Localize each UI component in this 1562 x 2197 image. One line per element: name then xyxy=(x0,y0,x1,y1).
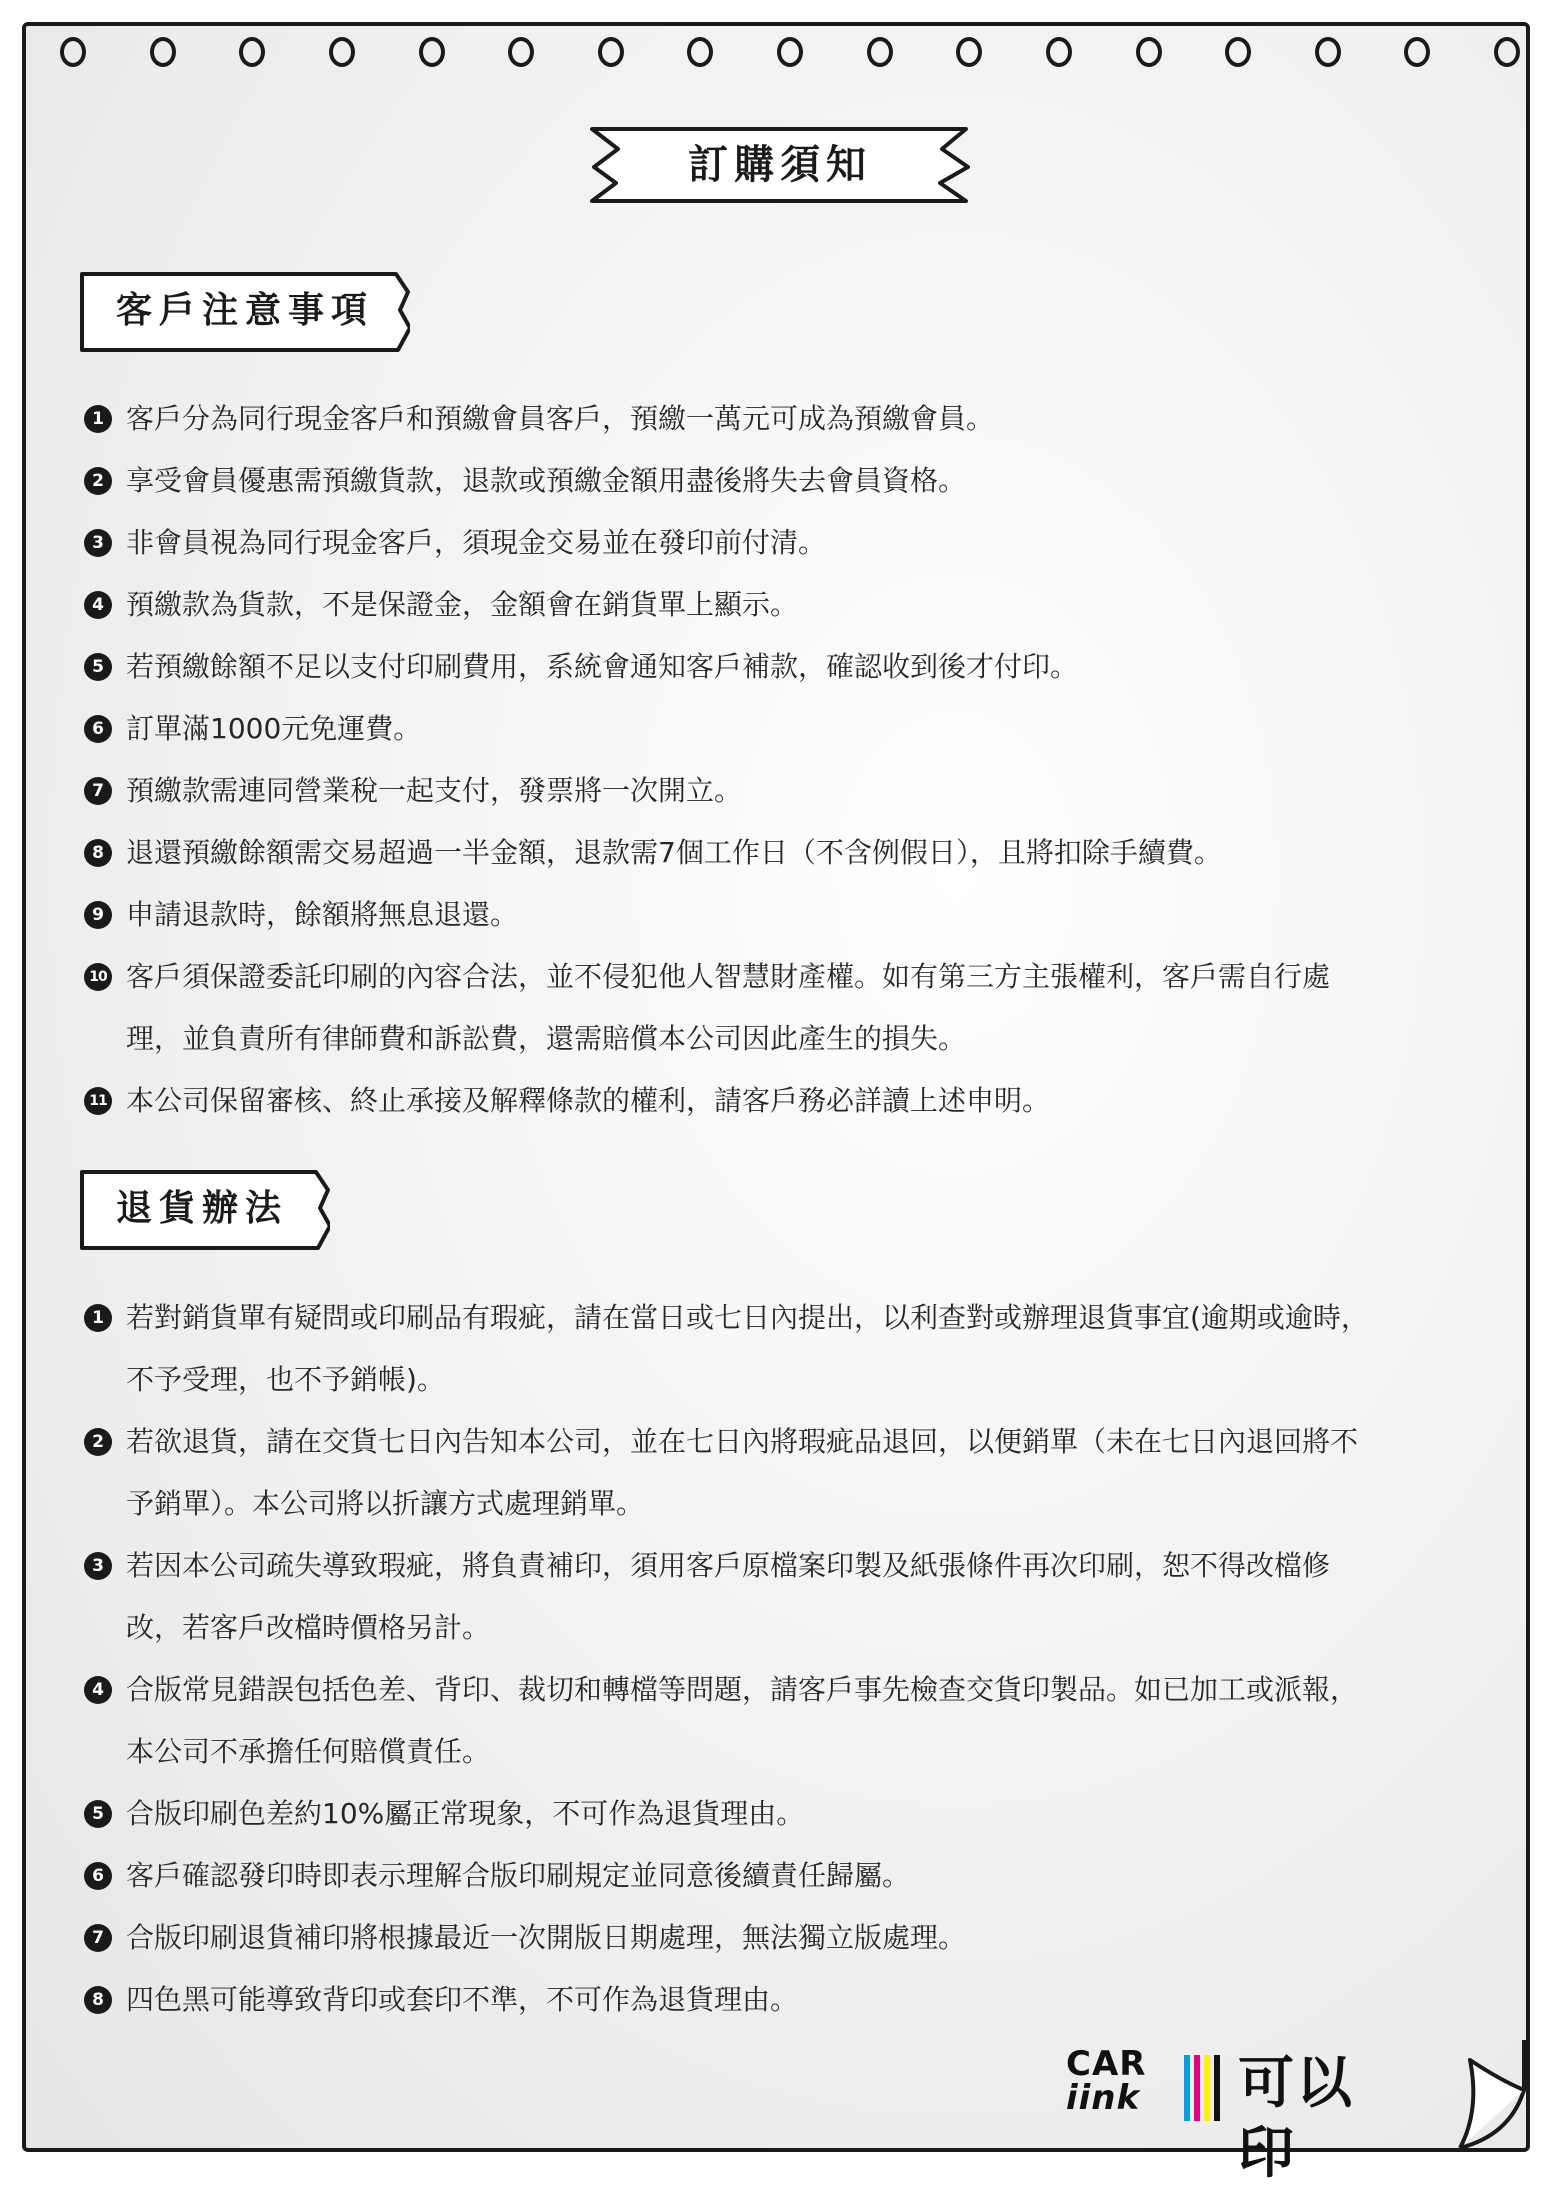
binder-hole xyxy=(329,37,355,67)
page-title-banner xyxy=(590,125,970,205)
binder-hole xyxy=(867,37,893,67)
item-number-badge: 6 xyxy=(84,1862,112,1890)
item-text-line: 訂單滿1000元免運費。 xyxy=(126,712,422,745)
item-text-line: 本公司不承擔任何賠償責任。 xyxy=(126,1735,491,1768)
binder-hole xyxy=(239,37,265,67)
item-text-line: 若對銷貨單有疑問或印刷品有瑕疵，請在當日或七日內提出，以利查對或辦理退貨事宜(逾期或逾時， xyxy=(126,1301,1369,1334)
returns-policy-list xyxy=(84,1287,1484,2031)
item-text-line: 申請退款時，餘額將無息退還。 xyxy=(126,898,519,931)
binder-hole xyxy=(1046,37,1072,67)
logo-wordmark xyxy=(1066,2044,1147,2118)
item-text-line: 予銷單）。本公司將以折讓方式處理銷單。 xyxy=(126,1487,645,1520)
binder-hole xyxy=(1494,37,1520,67)
item-text-line: 非會員視為同行現金客戶，須現金交易並在發印前付清。 xyxy=(126,526,827,559)
list-item xyxy=(84,1287,1484,1411)
page-curl-corner xyxy=(1420,2040,1530,2150)
list-item xyxy=(84,1070,1484,1132)
list-item xyxy=(84,884,1484,946)
item-number-badge: 11 xyxy=(84,1087,112,1115)
item-number-badge: 2 xyxy=(84,467,112,495)
binder-hole xyxy=(1225,37,1251,67)
item-number-badge: 3 xyxy=(84,1552,112,1580)
list-item xyxy=(84,450,1484,512)
item-text-line: 若欲退貨，請在交貨七日內告知本公司，並在七日內將瑕疵品退回，以便銷單（未在七日內退回將不 xyxy=(126,1425,1359,1458)
logo-wordmark-bottom: iink xyxy=(1066,2078,1141,2118)
binder-hole xyxy=(598,37,624,67)
binder-hole xyxy=(60,37,86,67)
list-item xyxy=(84,698,1484,760)
item-text-line: 若因本公司疏失導致瑕疵，將負責補印，須用客戶原檔案印製及紙張條件再次印刷，恕不得改檔修 xyxy=(126,1549,1331,1582)
list-item xyxy=(84,574,1484,636)
logo-color-bar xyxy=(1214,2055,1220,2121)
list-item xyxy=(84,1659,1484,1783)
item-number-badge: 1 xyxy=(84,1304,112,1332)
list-item xyxy=(84,822,1484,884)
customer-notes-list xyxy=(84,388,1484,1132)
item-number-badge: 4 xyxy=(84,1676,112,1704)
binder-hole xyxy=(777,37,803,67)
item-text-line: 不予受理，也不予銷帳)。 xyxy=(126,1363,445,1396)
item-text-line: 預繳款為貨款，不是保證金，金額會在銷貨單上顯示。 xyxy=(126,588,799,621)
item-number-badge: 1 xyxy=(84,405,112,433)
item-text-line: 若預繳餘額不足以支付印刷費用，系統會通知客戶補款，確認收到後才付印。 xyxy=(126,650,1079,683)
binder-hole xyxy=(956,37,982,67)
binder-hole xyxy=(1315,37,1341,67)
item-text-line: 退還預繳餘額需交易超過一半金額，退款需7個工作日（不含例假日），且將扣除手續費。 xyxy=(126,836,1222,869)
item-number-badge: 7 xyxy=(84,1924,112,1952)
page-title: 訂購須知 xyxy=(688,142,872,188)
section-heading-returns xyxy=(80,1168,330,1250)
item-text-line: 合版常見錯誤包括色差、背印、裁切和轉檔等問題，請客戶事先檢查交貨印製品。如已加工或派報， xyxy=(126,1673,1359,1706)
item-text-line: 客戶須保證委託印刷的內容合法，並不侵犯他人智慧財產權。如有第三方主張權利，客戶需自行處 xyxy=(126,960,1331,993)
binder-hole xyxy=(419,37,445,67)
logo-color-bar xyxy=(1184,2055,1190,2121)
item-text-line: 本公司保留審核、終止承接及解釋條款的權利，請客戶務必詳讀上述申明。 xyxy=(126,1084,1051,1117)
item-number-badge: 6 xyxy=(84,715,112,743)
list-item xyxy=(84,1411,1484,1535)
item-text-line: 四色黑可能導致背印或套印不準，不可作為退貨理由。 xyxy=(126,1983,799,2016)
list-item xyxy=(84,636,1484,698)
logo-color-bar xyxy=(1194,2055,1200,2121)
cmyk-bars-icon xyxy=(1184,2055,1230,2121)
binder-hole xyxy=(1404,37,1430,67)
section-heading-customer-notes xyxy=(80,270,410,352)
binder-hole xyxy=(508,37,534,67)
item-number-badge: 9 xyxy=(84,901,112,929)
list-item xyxy=(84,760,1484,822)
list-item xyxy=(84,946,1484,1070)
item-text-line: 客戶確認發印時即表示理解合版印刷規定並同意後續責任歸屬。 xyxy=(126,1859,911,1892)
logo-chinese-name: 可以印 xyxy=(1238,2051,1354,2186)
item-text-line: 改，若客戶改檔時價格另計。 xyxy=(126,1611,491,1644)
item-text-line: 客戶分為同行現金客戶和預繳會員客戶，預繳一萬元可成為預繳會員。 xyxy=(126,402,995,435)
item-text-line: 合版印刷退貨補印將根據最近一次開版日期處理，無法獨立版處理。 xyxy=(126,1921,967,1954)
item-number-badge: 10 xyxy=(84,963,112,991)
item-number-badge: 8 xyxy=(84,839,112,867)
list-item xyxy=(84,1535,1484,1659)
item-number-badge: 8 xyxy=(84,1986,112,2014)
binder-hole xyxy=(150,37,176,67)
binder-holes xyxy=(60,32,1520,72)
item-number-badge: 5 xyxy=(84,1800,112,1828)
logo-wordmark-top: CAR xyxy=(1066,2044,1147,2084)
brand-logo xyxy=(1066,2044,1406,2186)
item-number-badge: 3 xyxy=(84,529,112,557)
section-heading-text: 客戶注意事項 xyxy=(116,290,375,331)
binder-hole xyxy=(687,37,713,67)
item-number-badge: 7 xyxy=(84,777,112,805)
binder-hole xyxy=(1136,37,1162,67)
logo-color-bar xyxy=(1204,2055,1210,2121)
list-item xyxy=(84,1907,1484,1969)
item-text-line: 理，並負責所有律師費和訴訟費，還需賠償本公司因此產生的損失。 xyxy=(126,1022,967,1055)
list-item xyxy=(84,512,1484,574)
list-item xyxy=(84,1783,1484,1845)
item-text-line: 合版印刷色差約10%屬正常現象，不可作為退貨理由。 xyxy=(126,1797,805,1830)
item-number-badge: 4 xyxy=(84,591,112,619)
list-item xyxy=(84,388,1484,450)
list-item xyxy=(84,1845,1484,1907)
item-number-badge: 2 xyxy=(84,1428,112,1456)
item-text-line: 享受會員優惠需預繳貨款，退款或預繳金額用盡後將失去會員資格。 xyxy=(126,464,967,497)
item-text-line: 預繳款需連同營業稅一起支付，發票將一次開立。 xyxy=(126,774,743,807)
list-item xyxy=(84,1969,1484,2031)
section-heading-text: 退貨辦法 xyxy=(116,1188,289,1229)
item-number-badge: 5 xyxy=(84,653,112,681)
